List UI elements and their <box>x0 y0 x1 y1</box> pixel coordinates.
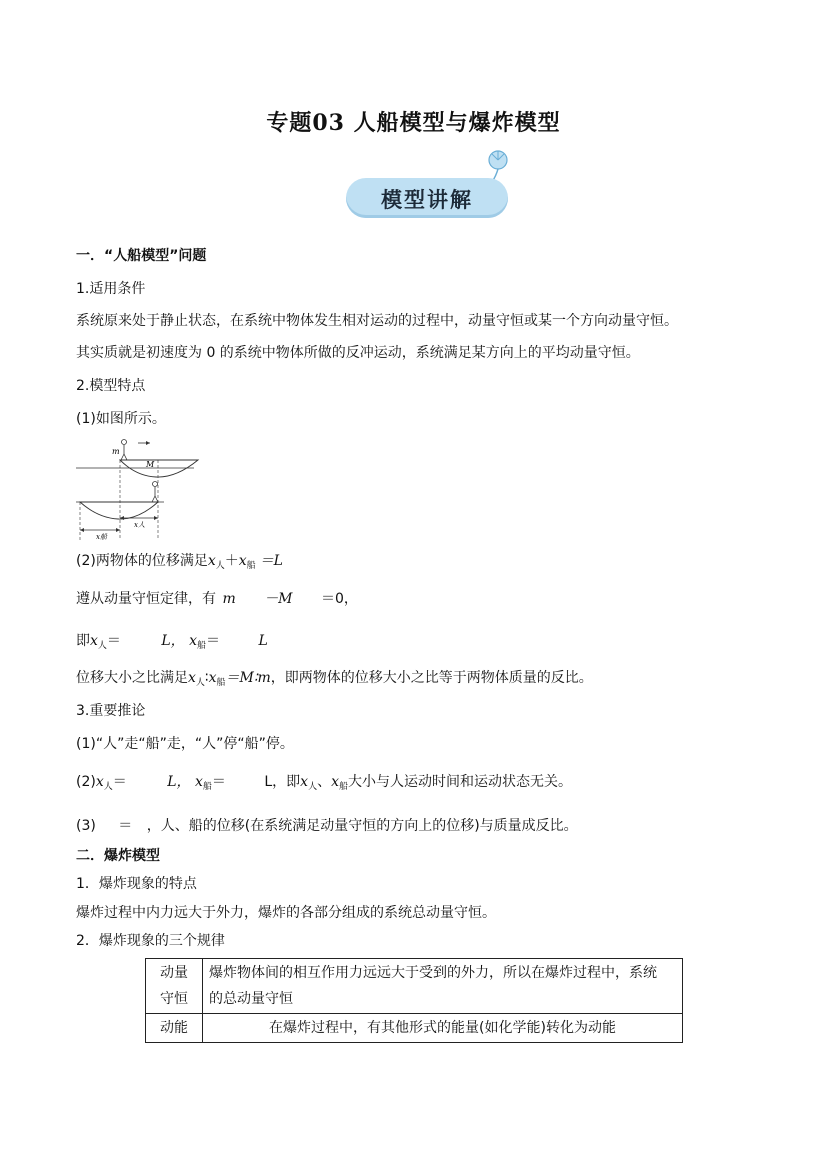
var-x: x <box>208 670 217 686</box>
table-value-cell <box>203 959 683 1014</box>
table-row <box>146 1014 683 1043</box>
text: (2) <box>76 774 96 790</box>
table-key: 动量 <box>160 965 188 981</box>
var-m: m <box>222 591 236 607</box>
section1-heading: 一．“人船模型”问题 <box>76 248 207 264</box>
section2-heading: 二．爆炸模型 <box>76 848 160 864</box>
paragraph-conditions-2: 其实质就是初速度为 0 的系统中物体所做的反冲运动，系统满足某方向上的平均动量守恒。 <box>76 345 640 361</box>
table-value: 的总动量守恒 <box>209 991 293 1007</box>
page-title: 专题03 人船模型与爆炸模型 <box>266 110 561 136</box>
subscript: 人 <box>308 782 318 792</box>
table-key: 守恒 <box>160 991 188 1007</box>
figure-label-M: M <box>146 460 155 469</box>
equals: ＝ <box>211 774 226 790</box>
subscript: 人 <box>195 678 205 688</box>
paragraph-inference-1: (1)“人”走“船”走，“人”停“船”停。 <box>76 736 294 752</box>
table-value: 爆炸物体间的相互作用力远远大于受到的外力，所以在爆炸过程中，系统 <box>209 965 657 981</box>
subscript: 船 <box>216 678 226 688</box>
var-x: x <box>95 774 104 790</box>
separator: 、 <box>317 774 332 790</box>
equals: ＝ <box>206 633 221 649</box>
table-row <box>146 959 683 1014</box>
subscript: 船 <box>197 641 207 651</box>
paragraph-figure-intro: (1)如图所示。 <box>76 411 166 427</box>
var-x: x <box>331 774 339 790</box>
subscript: 人 <box>103 782 113 792</box>
var-x: x <box>189 633 198 649</box>
var-L: L， <box>161 633 185 649</box>
figure-label-x-person: x人 <box>134 521 145 529</box>
paragraph-displacement-ratio <box>76 668 593 693</box>
model-lecture-badge <box>342 146 518 228</box>
equals-L: ＝L <box>259 553 283 569</box>
subheading-explosion-rules: 2．爆炸现象的三个规律 <box>76 933 225 949</box>
paragraph-displacement-formula <box>76 631 268 656</box>
table-key-cell: 动能 <box>146 1014 203 1043</box>
var-x: x <box>207 553 216 569</box>
equals: ＝ <box>118 818 133 834</box>
var-x: x <box>238 553 247 569</box>
equals-zero: ＝0， <box>320 591 358 607</box>
subheading-features: 2.模型特点 <box>76 378 146 394</box>
var-x: x <box>188 670 196 686</box>
paragraph-momentum-law <box>76 589 358 609</box>
paragraph-displacement-sum <box>76 551 283 576</box>
subscript: 人 <box>215 561 225 571</box>
table-value-cell: 在爆炸过程中，有其他形式的能量(如化学能)转化为动能 <box>203 1014 683 1043</box>
paragraph-inference-2 <box>76 772 572 797</box>
subscript: 船 <box>338 782 348 792</box>
text: ，即两物体的位移大小之比等于两物体质量的反比。 <box>270 670 593 686</box>
equals: ＝ <box>112 774 127 790</box>
subscript: 船 <box>202 782 212 792</box>
var-x: x <box>90 633 98 649</box>
figure-label-m: m <box>112 447 120 456</box>
text: 大小与人运动时间和运动状态无关。 <box>348 774 572 790</box>
paragraph-explosion-features: 爆炸过程中内力远大于外力，爆炸的各部分组成的系统总动量守恒。 <box>76 905 496 921</box>
text: (2)两物体的位移满足 <box>76 553 208 569</box>
equals: ＝ <box>106 633 121 649</box>
paragraph-inference-3 <box>76 816 578 836</box>
badge-label: 模型讲解 <box>381 188 473 212</box>
minus-M: －M <box>264 591 293 607</box>
subheading-conditions: 1.适用条件 <box>76 281 146 297</box>
text: ，人、船的位移(在系统满足动量守恒的方向上的位移)与质量成反比。 <box>146 818 578 834</box>
var-x: x <box>194 774 203 790</box>
subheading-explosion-features: 1．爆炸现象的特点 <box>76 876 197 892</box>
var-L: L <box>258 633 268 649</box>
ratio: ＝M∶m <box>225 670 271 686</box>
person-boat-figure <box>76 434 206 544</box>
var-x: x <box>300 774 309 790</box>
subscript: 船 <box>246 561 256 571</box>
explosion-rules-table <box>145 958 683 1043</box>
var-L-text: L，即 <box>264 774 301 790</box>
text: (3) <box>76 818 96 834</box>
text: 遵从动量守恒定律，有 <box>76 591 216 607</box>
plus: ＋ <box>224 553 239 569</box>
table-key-cell <box>146 959 203 1014</box>
text: 位移大小之比满足 <box>76 670 188 686</box>
colon: ∶ <box>204 670 209 686</box>
var-L: L， <box>167 774 191 790</box>
paragraph-conditions-1: 系统原来处于静止状态，在系统中物体发生相对运动的过程中，动量守恒或某一个方向动量守恒。 <box>76 313 678 329</box>
figure-label-x-boat: x船 <box>96 533 107 541</box>
text: 即 <box>76 633 90 649</box>
subscript: 人 <box>97 641 107 651</box>
subheading-inferences: 3.重要推论 <box>76 703 146 719</box>
